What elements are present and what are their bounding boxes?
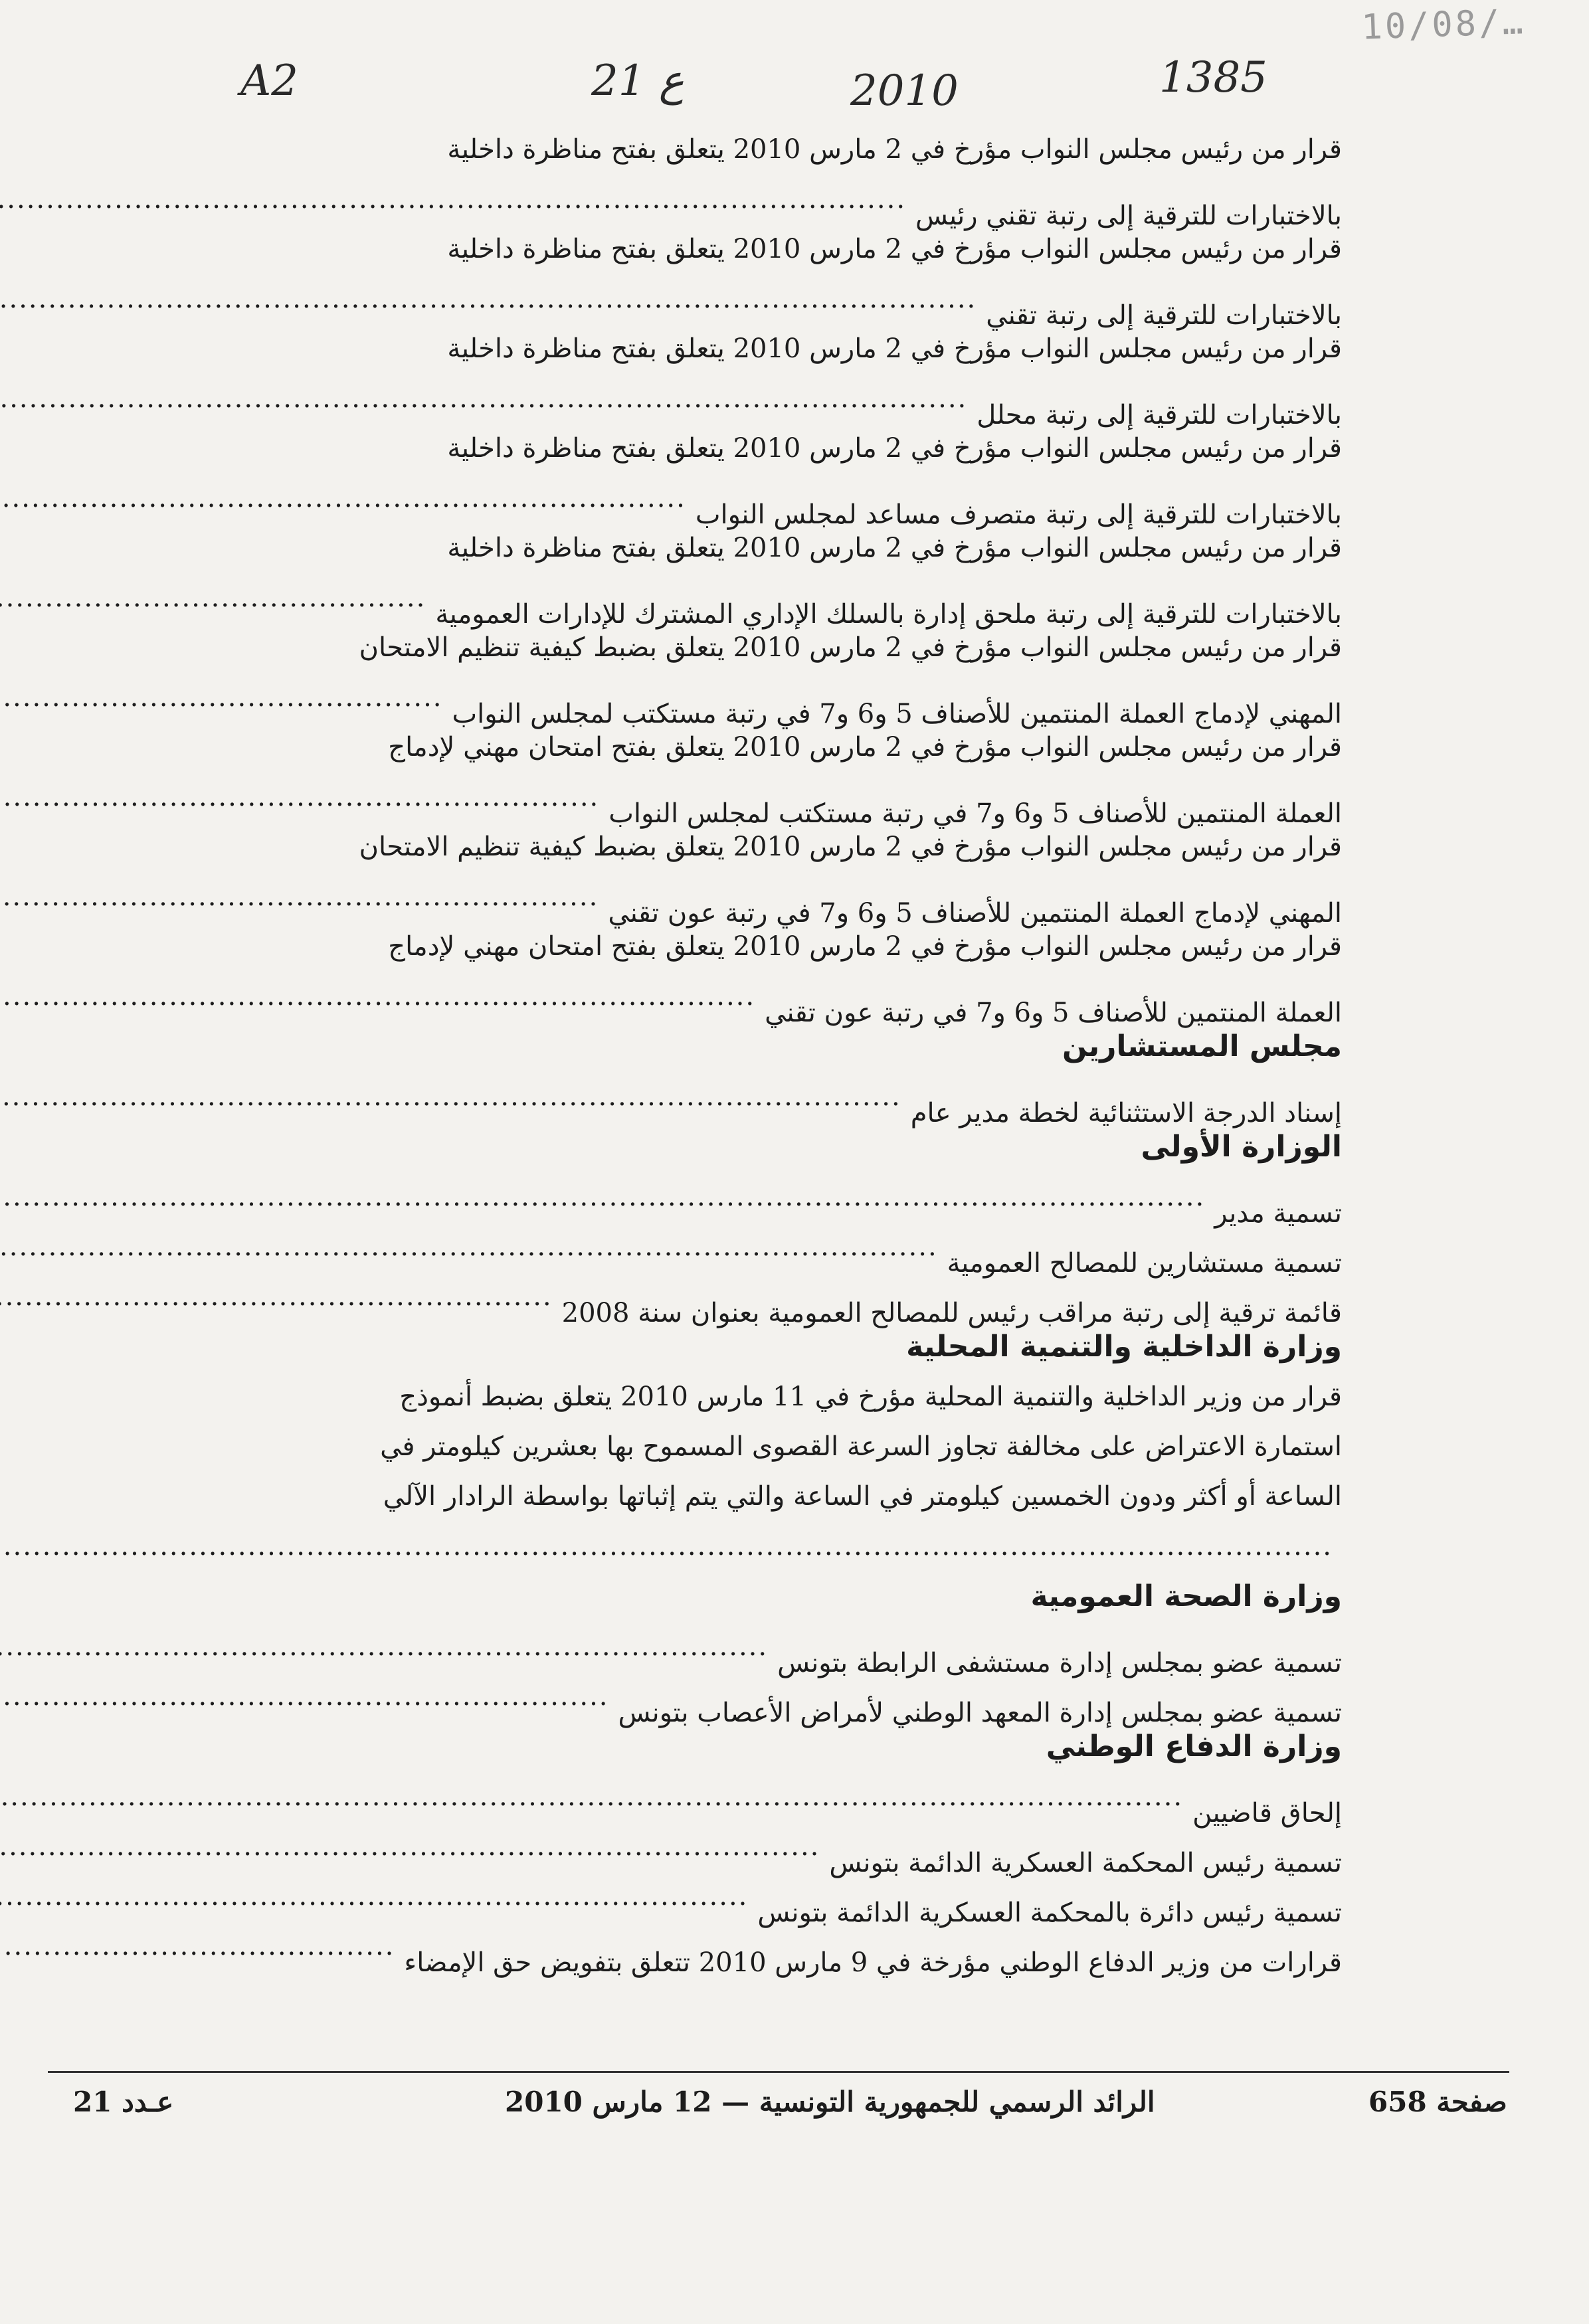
toc-entry-health-1: تسمية عضو بمجلس إدارة مستشفى الرابطة بتونس ..... [242,1622,1342,1672]
toc-entry-6: قرار من رئيس مجلس النواب مؤرخ في 2 مارس 2010 يتعلق بضبط كيفية تنظيم الامتحان المهني لإدماج العملة المنتمين للأصناف 5 و6 و7 في رتبة مستكتب لمجلس النواب ..... [242,623,1342,723]
handwritten-note-3: 2010 [850,66,959,116]
toc-entry-prime-2: تسمية مستشارين للمصالح العمومية ..... [242,1222,1342,1272]
toc-entry-interior-1: قرار من وزير الداخلية والتنمية المحلية مؤرخ في 11 مارس 2010 يتعلق بضبط أنموذج استمارة الاعتراض على مخالفة تجاوز السرعة القصوى المسموح بها بعشرين كيلومتر في الساعة أو أكثر ودون الخمسين كيلومتر في الساعة والتي يتم إثباتها بواسطة الرادار الآلي ..... [242,1372,1342,1571]
toc-entry-9: قرار من رئيس مجلس النواب مؤرخ في 2 مارس 2010 يتعلق بفتح امتحان مهني لإدماج العملة المنتمين للأصناف 5 و6 و7 في رتبة عون تقني ..... [242,922,1342,1022]
footer-page-label: صفحة 658 [1368,2086,1507,2118]
handwritten-note-1: A2 [240,56,298,106]
toc-entry-5: قرار من رئيس مجلس النواب مؤرخ في 2 مارس 2010 يتعلق بفتح مناظرة داخلية بالاختبارات للترقية إلى رتبة ملحق إدارة بالسلك الإداري المشترك للإدارات العمومية ..... [242,523,1342,623]
toc-entry-defence-4: قرارات من وزير الدفاع الوطني مؤرخة في 9 مارس 2010 تتعلق بتفويض حق الإمضاء ..... [242,1922,1342,1971]
section-heading-health: وزارة الصحة العمومية [1030,1579,1342,1613]
footer-publication: الرائد الرسمي للجمهورية التونسية — 12 مارس 2010 [505,2086,1155,2118]
toc-entry-3: قرار من رئيس مجلس النواب مؤرخ في 2 مارس 2010 يتعلق بفتح مناظرة داخلية بالاختبارات للترقية إلى رتبة محلل ..... [242,324,1342,424]
section-heading-interior: وزارة الداخلية والتنمية المحلية [906,1330,1342,1364]
toc-entry-defence-2: تسمية رئيس المحكمة العسكرية الدائمة بتونس ..... [242,1822,1342,1872]
toc-entry-4: قرار من رئيس مجلس النواب مؤرخ في 2 مارس 2010 يتعلق بفتح مناظرة داخلية بالاختبارات للترقية إلى رتبة متصرف مساعد لمجلس النواب ..... [242,424,1342,523]
toc-entry-8: قرار من رئيس مجلس النواب مؤرخ في 2 مارس 2010 يتعلق بضبط كيفية تنظيم الامتحان المهني لإدماج العملة المنتمين للأصناف 5 و6 و7 في رتبة عون تقني ..... [242,822,1342,922]
toc-entry-defence-3: تسمية رئيس دائرة بالمحكمة العسكرية الدائمة بتونس ..... [242,1872,1342,1922]
footer-issue: عـدد 21 [73,2086,174,2118]
section-heading-prime-ministry: الوزارة الأولى [1141,1130,1342,1164]
handwritten-note-4: 1385 [1159,53,1267,102]
toc-entry-prime-3: قائمة ترقية إلى رتبة مراقب رئيس للمصالح العمومية بعنوان سنة 2008 ..... [242,1272,1342,1322]
section-heading-advisors: مجلس المستشارين [1062,1029,1342,1063]
handwritten-note-2: 21 ع [591,56,684,106]
toc-entry-health-2: تسمية عضو بمجلس إدارة المعهد الوطني لأمراض الأعصاب بتونس ..... [242,1672,1342,1722]
toc-entry-2: قرار من رئيس مجلس النواب مؤرخ في 2 مارس 2010 يتعلق بفتح مناظرة داخلية بالاختبارات للترقية إلى رتبة تقني ..... [242,224,1342,324]
toc-entry-1: قرار من رئيس مجلس النواب مؤرخ في 2 مارس 2010 يتعلق بفتح مناظرة داخلية بالاختبارات للترقية إلى رتبة تقني رئيس ..... [242,125,1342,224]
footer-rule [48,2071,1509,2073]
toc-entry-prime-1: تسمية مدير ..... [242,1172,1342,1222]
toc-entry-defence-1: إلحاق قاضيين ..... [242,1772,1342,1822]
toc-entry-7: قرار من رئيس مجلس النواب مؤرخ في 2 مارس 2010 يتعلق بفتح امتحان مهني لإدماج العملة المنتمين للأصناف 5 و6 و7 في رتبة مستكتب لمجلس النواب ..... [242,723,1342,822]
section-heading-defence: وزارة الدفاع الوطني [1046,1730,1342,1763]
faded-stamp: 10/08/… [1360,2,1527,48]
toc-entry-advisors-1: إسناد الدرجة الاستثنائية لخطة مدير عام ..... [242,1072,1342,1122]
table-of-contents [242,125,1342,1978]
